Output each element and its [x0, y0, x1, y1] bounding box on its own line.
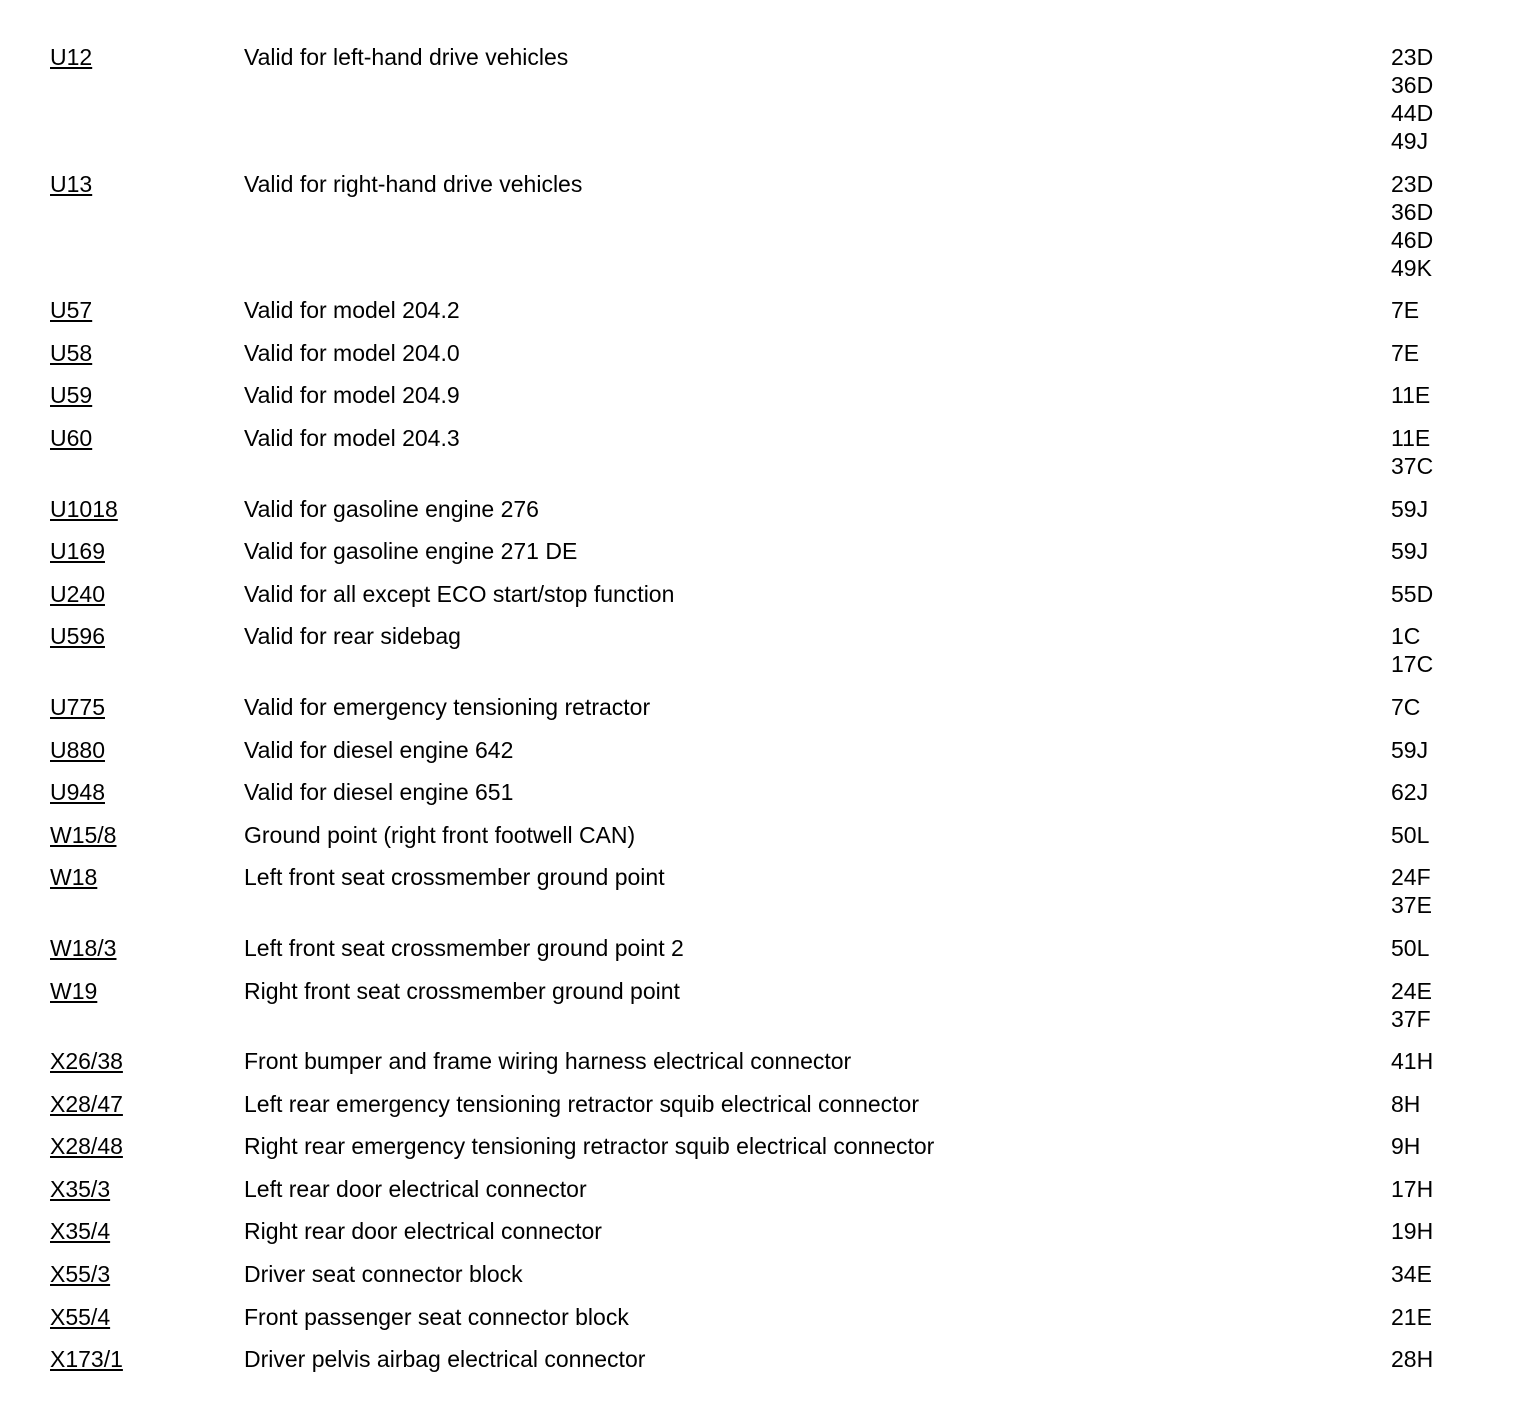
component-code-link[interactable]: X28/48	[50, 1133, 123, 1160]
component-description: Valid for model 204.3	[244, 424, 460, 451]
component-code-link[interactable]: U60	[50, 424, 93, 451]
component-description: Left front seat crossmember ground point	[244, 864, 665, 891]
component-code-link[interactable]: U12	[50, 44, 93, 70]
component-description: Valid for gasoline engine 271 DE	[244, 538, 578, 565]
grid-reference-list	[1391, 693, 1461, 721]
grid-reference-list	[1391, 1260, 1461, 1288]
component-code-link[interactable]: W18/3	[50, 934, 117, 961]
grid-reference: 1C	[1391, 623, 1421, 650]
grid-reference: 44D	[1391, 100, 1434, 126]
component-code-link[interactable]: U13	[50, 170, 93, 197]
legend-row	[50, 778, 1470, 806]
legend-row	[50, 1047, 1470, 1075]
legend-row	[50, 296, 1470, 324]
grid-reference-list	[1391, 339, 1461, 367]
component-description: Left rear emergency tensioning retractor squib electrical connector	[244, 1090, 920, 1117]
component-code-link[interactable]: X173/1	[50, 1346, 123, 1373]
component-legend-list	[50, 43, 1470, 1388]
component-code-link[interactable]: X55/3	[50, 1261, 111, 1288]
component-description: Driver seat connector block	[244, 1261, 523, 1288]
legend-row	[50, 1303, 1470, 1331]
component-code-link[interactable]: U775	[50, 693, 105, 720]
grid-reference: 49J	[1391, 128, 1429, 154]
legend-row	[50, 43, 1470, 155]
grid-reference-list	[1391, 296, 1461, 324]
component-description: Valid for left-hand drive vehicles	[244, 44, 569, 70]
component-description: Front passenger seat connector block	[244, 1303, 629, 1330]
grid-reference: 50L	[1391, 821, 1430, 848]
component-description: Valid for emergency tensioning retractor	[244, 693, 651, 720]
legend-row	[50, 170, 1470, 282]
grid-reference-list	[1391, 778, 1461, 806]
component-code-link[interactable]: U1018	[50, 495, 118, 522]
component-code-link[interactable]: U59	[50, 382, 93, 409]
grid-reference-list	[1391, 977, 1461, 1033]
legend-row	[50, 693, 1470, 721]
grid-reference: 62J	[1391, 779, 1429, 806]
component-description: Valid for diesel engine 651	[244, 779, 514, 806]
legend-row	[50, 1132, 1470, 1160]
legend-row	[50, 1090, 1470, 1118]
component-description: Valid for model 204.0	[244, 339, 460, 366]
grid-reference: 36D	[1391, 72, 1434, 98]
legend-row	[50, 934, 1470, 962]
grid-reference-list	[1391, 537, 1461, 565]
legend-row	[50, 821, 1470, 849]
component-description: Valid for model 204.2	[244, 297, 460, 324]
grid-reference: 41H	[1391, 1048, 1434, 1075]
component-description: Left rear door electrical connector	[244, 1175, 587, 1202]
grid-reference-list	[1391, 934, 1461, 962]
legend-row	[50, 1260, 1470, 1288]
legend-row	[50, 580, 1470, 608]
grid-reference: 59J	[1391, 538, 1429, 565]
component-description: Left front seat crossmember ground point 2	[244, 934, 684, 961]
grid-reference: 37E	[1391, 892, 1432, 919]
grid-reference-list	[1391, 1175, 1461, 1203]
component-code-link[interactable]: X35/3	[50, 1175, 111, 1202]
component-code-link[interactable]: X55/4	[50, 1303, 111, 1330]
legend-row	[50, 339, 1470, 367]
grid-reference-list	[1391, 1090, 1461, 1118]
grid-reference: 7E	[1391, 297, 1420, 324]
component-description: Valid for rear sidebag	[244, 623, 461, 650]
grid-reference-list	[1391, 863, 1461, 919]
legend-row	[50, 863, 1470, 919]
grid-reference: 37F	[1391, 1005, 1431, 1032]
grid-reference: 50L	[1391, 934, 1430, 961]
grid-reference: 23D	[1391, 44, 1434, 70]
component-code-link[interactable]: U57	[50, 297, 93, 324]
grid-reference-list	[1391, 1345, 1461, 1373]
grid-reference: 19H	[1391, 1218, 1434, 1245]
grid-reference-list	[1391, 821, 1461, 849]
grid-reference: 24F	[1391, 864, 1431, 891]
legend-row	[50, 736, 1470, 764]
grid-reference: 37C	[1391, 452, 1434, 479]
grid-reference: 59J	[1391, 495, 1429, 522]
grid-reference-list	[1391, 1303, 1461, 1331]
grid-reference: 11E	[1391, 382, 1431, 409]
grid-reference: 7C	[1391, 693, 1421, 720]
grid-reference: 49K	[1391, 254, 1432, 281]
legend-row	[50, 1175, 1470, 1203]
component-code-link[interactable]: U240	[50, 580, 105, 607]
component-description: Right rear emergency tensioning retractor squib electrical connector	[244, 1133, 935, 1160]
legend-row	[50, 424, 1470, 480]
grid-reference: 59J	[1391, 736, 1429, 763]
legend-row	[50, 622, 1470, 678]
component-description: Driver pelvis airbag electrical connector	[244, 1346, 646, 1373]
legend-row	[50, 381, 1470, 409]
grid-reference: 46D	[1391, 226, 1434, 253]
component-description: Valid for right-hand drive vehicles	[244, 170, 583, 197]
component-description: Valid for all except ECO start/stop function	[244, 580, 675, 607]
grid-reference: 21E	[1391, 1303, 1432, 1330]
grid-reference-list	[1391, 1047, 1461, 1075]
grid-reference-list	[1391, 622, 1461, 678]
legend-row	[50, 495, 1470, 523]
grid-reference-list	[1391, 170, 1461, 282]
grid-reference: 23D	[1391, 170, 1434, 197]
grid-reference: 17C	[1391, 651, 1434, 678]
grid-reference: 11E	[1391, 424, 1431, 451]
component-description: Front bumper and frame wiring harness electrical connector	[244, 1048, 852, 1075]
component-description: Ground point (right front footwell CAN)	[244, 821, 636, 848]
grid-reference: 8H	[1391, 1090, 1421, 1117]
grid-reference: 36D	[1391, 198, 1434, 225]
component-code-link[interactable]: X28/47	[50, 1090, 123, 1117]
component-description: Right front seat crossmember ground point	[244, 977, 680, 1004]
grid-reference: 24E	[1391, 977, 1432, 1004]
component-code-link[interactable]: W18	[50, 864, 98, 891]
grid-reference-list	[1391, 495, 1461, 523]
component-code-link[interactable]: U948	[50, 779, 105, 806]
component-code-link[interactable]: X35/4	[50, 1218, 111, 1245]
component-description: Valid for gasoline engine 276	[244, 495, 539, 522]
legend-row	[50, 537, 1470, 565]
grid-reference: 34E	[1391, 1261, 1432, 1288]
grid-reference: 55D	[1391, 580, 1434, 607]
component-code-link[interactable]: U596	[50, 623, 105, 650]
component-code-link[interactable]: W15/8	[50, 821, 117, 848]
grid-reference-list	[1391, 736, 1461, 764]
grid-reference-list	[1391, 580, 1461, 608]
component-code-link[interactable]: U169	[50, 538, 105, 565]
component-description: Valid for model 204.9	[244, 382, 460, 409]
component-code-link[interactable]: W19	[50, 977, 98, 1004]
grid-reference: 9H	[1391, 1133, 1421, 1160]
legend-row	[50, 977, 1470, 1033]
grid-reference-list	[1391, 1132, 1461, 1160]
legend-row	[50, 1217, 1470, 1245]
grid-reference: 28H	[1391, 1346, 1434, 1373]
grid-reference: 7E	[1391, 339, 1420, 366]
grid-reference: 17H	[1391, 1175, 1434, 1202]
grid-reference-list	[1391, 43, 1461, 155]
component-code-link[interactable]: U58	[50, 339, 93, 366]
grid-reference-list	[1391, 1217, 1461, 1245]
component-code-link[interactable]: X26/38	[50, 1048, 123, 1075]
legend-row	[50, 1345, 1470, 1373]
grid-reference-list	[1391, 424, 1461, 480]
component-description: Right rear door electrical connector	[244, 1218, 602, 1245]
grid-reference-list	[1391, 381, 1461, 409]
component-code-link[interactable]: U880	[50, 736, 105, 763]
component-description: Valid for diesel engine 642	[244, 736, 514, 763]
